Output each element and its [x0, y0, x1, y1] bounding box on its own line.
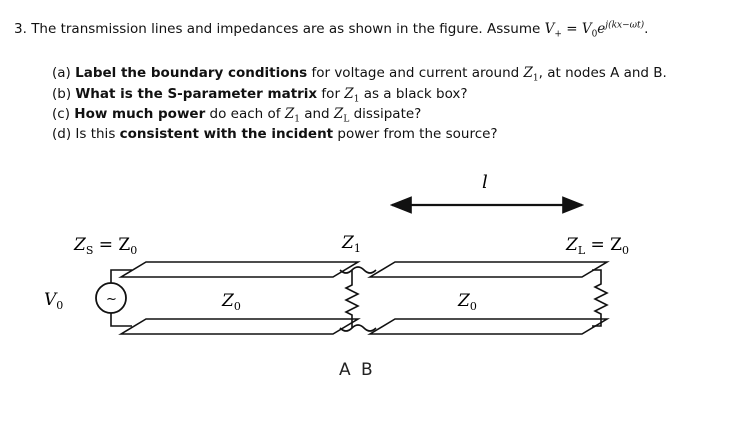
vplus-symbol: $V_+$ — [544, 21, 562, 40]
question-number: 3. — [14, 21, 27, 37]
length-label: l — [482, 172, 488, 193]
left-transmission-line — [121, 262, 358, 334]
part-d-bold: consistent with the incident — [119, 126, 334, 142]
part-a: (a) Label the boundary conditions for voltage and current around $Z_1$, at nodes A and B. — [52, 65, 667, 84]
source-label: $V_0$ — [44, 290, 64, 312]
part-a-bold: Label the boundary conditions — [75, 65, 308, 81]
v0-symbol: $V_0e^{j(kx-\omega t)}$ — [581, 20, 645, 40]
line2-label: $Z_0$ — [458, 291, 477, 313]
part-c: (c) How much power do each of $Z_1$ and $Z_L$ dissipate? — [52, 106, 422, 125]
part-d: (d) Is this consistent with the incident power from the source? — [52, 126, 498, 142]
question-lead: The transmission lines and impedances are as shown in the figure. Assume — [31, 21, 545, 37]
question-stem: 3. The transmission lines and impedances are as shown in the figure. Assume $V_+ = V_0e^{j(kx-\omega t)}$. — [14, 20, 649, 40]
node-a-label: A — [339, 360, 351, 380]
part-c-bold: How much power — [74, 106, 206, 122]
right-transmission-line — [370, 262, 607, 334]
zl-label: $Z_L = Z_0$ — [566, 235, 629, 257]
source-tilde: ~ — [106, 292, 117, 307]
zs-label: $Z_S = Z_0$ — [74, 235, 138, 257]
node-b-label: B — [361, 360, 373, 380]
exponent: j(kx−ωt) — [605, 20, 645, 31]
equals-sign: = — [561, 21, 582, 37]
zl-resistor-icon — [592, 270, 607, 326]
line1-label: $Z_0$ — [222, 291, 241, 313]
part-b: (b) What is the S-parameter matrix for $Z_1$ as a black box? — [52, 86, 468, 105]
part-b-bold: What is the S-parameter matrix — [75, 86, 318, 102]
z1-label: $Z_1$ — [342, 233, 361, 255]
